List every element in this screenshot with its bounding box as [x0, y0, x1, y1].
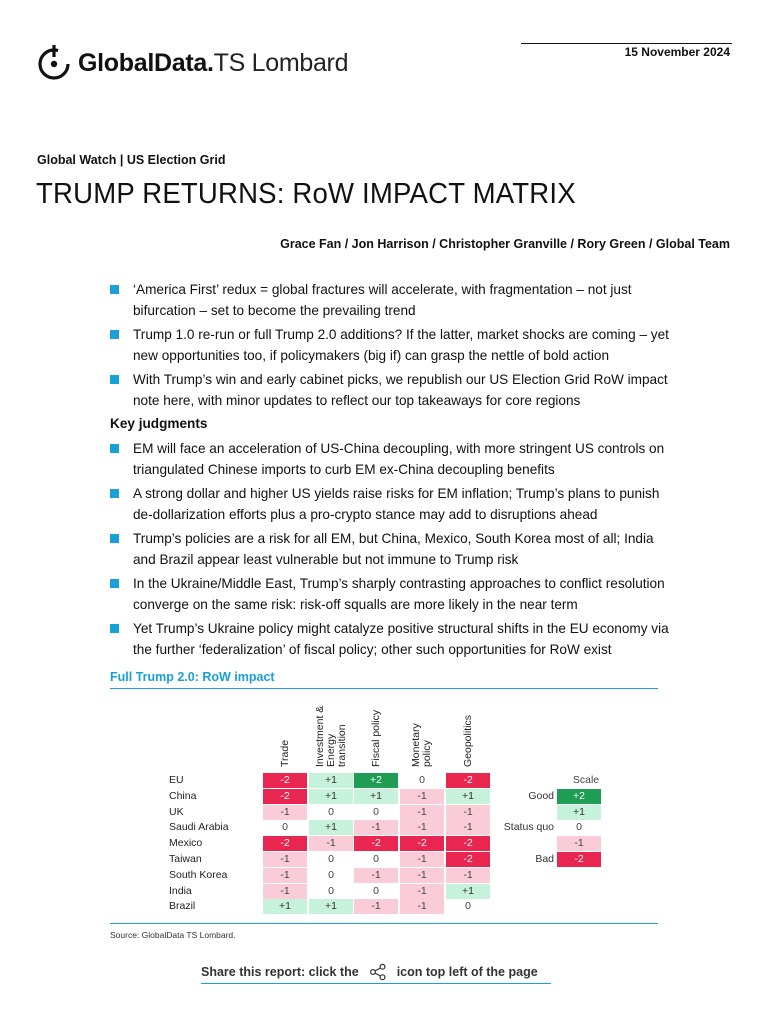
scale-label: Good [528, 789, 554, 802]
row-label: Mexico [169, 837, 203, 850]
bullet-item: EM will face an acceleration of US-China decoupling, with more stringent US controls on triangulated Chinese imports to curb EM ex-China decoupling benefits [110, 438, 670, 480]
share-text-after: icon top left of the page [396, 965, 538, 979]
share-rule [201, 983, 551, 984]
matrix-cell: 0 [373, 884, 379, 897]
matrix-cell: -2 [446, 852, 490, 867]
matrix-cell: -1 [446, 805, 490, 820]
matrix-cell: 0 [328, 853, 334, 865]
bullet-item: ‘America First’ redux = global fractures will accelerate, with fragmentation – not just bifurcation – set to become the prevailing trend [110, 279, 670, 321]
globaldata-logo [36, 42, 348, 84]
matrix-cell: +1 [309, 899, 353, 914]
matrix-cell: -1 [400, 852, 444, 867]
figure-source: Source: GlobalData TS Lombard. [110, 930, 236, 940]
matrix-cell: 0 [373, 853, 379, 865]
matrix-cell: -1 [263, 852, 307, 867]
matrix-cell: -1 [263, 884, 307, 899]
bullet-square-icon [110, 579, 119, 588]
row-label: Taiwan [169, 853, 202, 865]
bullet-section [110, 279, 670, 663]
matrix-cell: -2 [263, 836, 307, 851]
figure-title: Full Trump 2.0: RoW impact [110, 670, 275, 684]
matrix-cell: 0 [328, 868, 334, 881]
matrix-cell: -1 [354, 899, 398, 914]
matrix-cell: 0 [328, 884, 334, 897]
matrix-cell: 0 [419, 774, 425, 786]
matrix-cell: -1 [400, 805, 444, 820]
scale-cell: +2 [557, 789, 601, 804]
column-header: policy [421, 740, 433, 767]
bullet-square-icon [110, 489, 119, 498]
brand-wordmark: GlobalData.TS Lombard [78, 48, 349, 77]
row-label: Brazil [169, 900, 196, 913]
bullet-item: With Trump’s win and early cabinet picks, we republish our US Election Grid RoW impact note here, with minor updates to reflect our top takeaways for core regions [110, 369, 670, 411]
bullet-item: Trump’s policies are a risk for all EM, but China, Mexico, South Korea most of all; India and Brazil appear least vulnerable but not immune to Trump risk [110, 528, 670, 570]
share-note [201, 963, 538, 981]
matrix-cell: 0 [328, 805, 334, 818]
matrix-cell: -1 [446, 868, 490, 883]
matrix-cell: +2 [354, 773, 398, 788]
matrix-cell: 0 [465, 900, 471, 913]
matrix-cell: +1 [446, 789, 490, 804]
column-header: Fiscal policy [369, 709, 382, 767]
row-label: India [169, 884, 192, 897]
matrix-cell: 0 [282, 821, 288, 834]
row-label: South Korea [169, 868, 228, 881]
key-judgments-heading: Key judgments [110, 416, 208, 431]
matrix-cell: -2 [446, 836, 490, 851]
matrix-cell: -2 [446, 773, 490, 788]
bullet-item: Trump 1.0 re-run or full Trump 2.0 additions? If the latter, market shocks are coming – yet new opportunities too, if policymakers (big if) can grasp the nettle of bold action [110, 324, 670, 366]
matrix-cell: 0 [373, 805, 379, 818]
matrix-cell: -1 [400, 899, 444, 914]
row-label: China [169, 789, 197, 802]
scale-title: Scale [572, 774, 600, 786]
scale-cell: +1 [557, 805, 601, 820]
row-label: Saudi Arabia [169, 821, 229, 834]
matrix-cell: -1 [400, 868, 444, 883]
scale-cell: -1 [557, 836, 601, 851]
matrix-cell: +1 [263, 899, 307, 914]
figure-rule-top [110, 688, 658, 689]
column-header: transition [335, 724, 348, 767]
scale-label: Status quo [503, 821, 554, 834]
bullet-item: In the Ukraine/Middle East, Trump’s sharply contrasting approaches to conflict resolution converge on the same risk: risk-off squalls are more likely in the near term [110, 573, 670, 615]
bullet-square-icon [110, 330, 119, 339]
bullet-square-icon [110, 444, 119, 453]
scale-cell: -2 [557, 852, 601, 867]
matrix-cell: -1 [354, 820, 398, 835]
matrix-cell: -2 [263, 773, 307, 788]
matrix-cell: -1 [400, 884, 444, 899]
matrix-cell: -2 [354, 836, 398, 851]
matrix-cell: -1 [263, 805, 307, 820]
globaldata-mark-icon [36, 43, 72, 83]
scale-label: Bad [535, 853, 554, 865]
scale-cell: 0 [576, 821, 582, 834]
column-header: Trade [278, 739, 291, 767]
matrix-cell: -1 [309, 836, 353, 851]
authors: Grace Fan / Jon Harrison / Christopher Granville / Rory Green / Global Team [280, 237, 730, 251]
matrix-cell: +1 [446, 884, 490, 899]
matrix-cell: -1 [354, 868, 398, 883]
figure-rule-bottom [110, 923, 658, 924]
matrix-cell: -2 [400, 836, 444, 851]
matrix-cell: +1 [354, 789, 398, 804]
bullet-square-icon [110, 285, 119, 294]
date-rule [521, 43, 732, 44]
row-label: EU [169, 774, 184, 786]
column-header: Geopolitics [461, 715, 474, 767]
bullet-item: Yet Trump’s Ukraine policy might catalyze positive structural shifts in the EU economy via the further ‘federalization’ of fiscal policy; other such opportunities for RoW exist [110, 618, 670, 660]
matrix-cell: +1 [309, 773, 353, 788]
page-title: TRUMP RETURNS: RoW IMPACT MATRIX [36, 178, 576, 210]
bullet-item: A strong dollar and higher US yields raise risks for EM inflation; Trump’s plans to punish de-dollarization efforts plus a pro-crypto stance may add to disruptions ahead [110, 483, 670, 525]
matrix-cell: -1 [400, 789, 444, 804]
series-label: Global Watch | US Election Grid [37, 153, 226, 167]
matrix-cell: -1 [446, 820, 490, 835]
column-header: Investment & [313, 705, 326, 767]
bullet-square-icon [110, 534, 119, 543]
column-header: Energy [324, 733, 337, 767]
matrix-cell: -1 [400, 820, 444, 835]
row-label: UK [169, 805, 184, 818]
bullet-square-icon [110, 624, 119, 633]
share-text-before: Share this report: click the [201, 965, 359, 979]
publication-date: 15 November 2024 [624, 45, 730, 59]
matrix-cell: +1 [309, 820, 353, 835]
matrix-cell: -2 [263, 789, 307, 804]
matrix-cell: +1 [309, 789, 353, 804]
matrix-cell: -1 [263, 868, 307, 883]
bullet-square-icon [110, 375, 119, 384]
share-icon [369, 963, 387, 981]
column-header: Monetary [410, 723, 422, 767]
